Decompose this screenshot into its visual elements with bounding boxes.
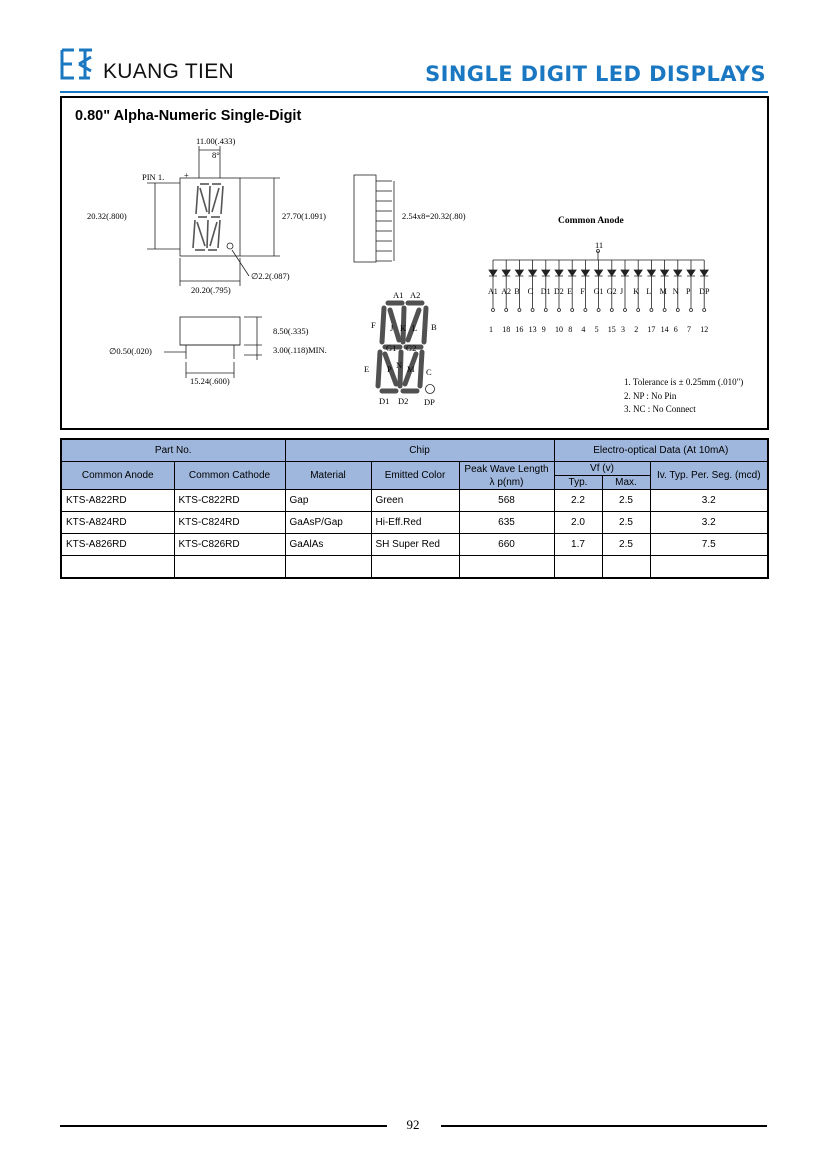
circuit-segment-label: F [580, 287, 585, 296]
circuit-segment-label: B [514, 287, 520, 296]
seg-g1: G1 [386, 343, 397, 353]
cell-empty [371, 556, 459, 579]
cell-peak: 660 [459, 534, 554, 556]
cell-material: Gap [285, 490, 371, 512]
seg-c: C [426, 367, 432, 377]
diode-icon [621, 270, 629, 276]
seg-b: B [431, 322, 437, 332]
circuit-segment-label: A1 [488, 287, 498, 296]
diode-icon [634, 270, 642, 276]
col-peak-wave-line1: Peak Wave Length [464, 463, 549, 475]
cell-max: 2.5 [602, 512, 650, 534]
dim-dot: ∅2.2(.087) [251, 271, 290, 281]
brand-name: KUANG TIEN [103, 60, 234, 83]
cell-color: Green [371, 490, 459, 512]
seg-j: J [390, 323, 394, 333]
cell-empty [602, 556, 650, 579]
circuit-title: Common Anode [558, 216, 624, 226]
circuit-pin-number: 13 [528, 325, 537, 334]
diode-icon [700, 270, 708, 276]
table-row [61, 512, 768, 534]
circuit-pin-number: 7 [687, 325, 691, 334]
circuit-segment-label: G1 [593, 287, 604, 296]
col-peak-wave-line2: λ p(nm) [489, 476, 524, 488]
diode-icon [687, 270, 695, 276]
table-row [61, 490, 768, 512]
col-emitted-color: Emitted Color [371, 462, 459, 490]
circuit-segment-label: D2 [554, 287, 564, 296]
note-tolerance: 1. Tolerance is ± 0.25mm (.010") [624, 377, 744, 387]
col-common-cathode: Common Cathode [174, 462, 285, 490]
diode-icon [581, 270, 589, 276]
circuit-pin-number: 16 [515, 325, 524, 334]
cell-peak: 635 [459, 512, 554, 534]
circuit-segment-label: E [567, 287, 573, 296]
diode-icon [555, 270, 563, 276]
cell-empty [61, 556, 174, 579]
col-vf-max: Max. [602, 476, 650, 490]
circuit-pin-number: 3 [621, 325, 625, 334]
cell-empty [650, 556, 768, 579]
circuit-pin-number: 1 [489, 325, 493, 334]
pin1-label: PIN 1. [142, 172, 165, 182]
col-material: Material [285, 462, 371, 490]
diode-icon [489, 270, 497, 276]
circuit-segment-label: C [527, 287, 533, 296]
circuit-segment-label: L [646, 287, 652, 296]
cell-anode: KTS-A822RD [61, 490, 174, 512]
seg-l: L [412, 323, 418, 333]
col-iv: Iv. Typ. Per. Seg. (mcd) [650, 462, 768, 490]
cell-empty [174, 556, 285, 579]
pin1-plus: + [184, 170, 189, 180]
cell-iv: 7.5 [650, 534, 768, 556]
seg-d2: D2 [398, 396, 409, 406]
circuit-pin-number: 4 [581, 325, 586, 334]
col-vf-typ: Typ. [554, 476, 602, 490]
circuit-pin-number: 6 [673, 325, 678, 334]
drawing-panel [60, 96, 769, 430]
circuit-pin-number: 14 [660, 325, 669, 334]
page-number: 92 [406, 1117, 420, 1132]
circuit-pin-number: 2 [634, 325, 639, 334]
cell-cathode: KTS-C824RD [174, 512, 285, 534]
drawing-notes [624, 376, 743, 417]
diode-icon [529, 270, 537, 276]
cell-empty [285, 556, 371, 579]
circuit-pin-number: 18 [502, 325, 511, 334]
seg-a2: A2 [410, 290, 421, 300]
cell-max: 2.5 [602, 490, 650, 512]
cell-iv: 3.2 [650, 512, 768, 534]
panel-title: 0.80" Alpha-Numeric Single-Digit [75, 108, 302, 124]
cell-iv: 3.2 [650, 490, 768, 512]
side-view-body [354, 175, 376, 262]
decimal-point [227, 243, 233, 249]
circuit-pin-number: 8 [568, 325, 573, 334]
diode-icon [661, 270, 669, 276]
dim-pitch: 2.54x8=20.32(.80) [402, 211, 466, 221]
cell-color: SH Super Red [371, 534, 459, 556]
cell-anode: KTS-A826RD [61, 534, 174, 556]
circuit-pin-number: 10 [555, 325, 563, 334]
circuit-segment-label: P [686, 287, 691, 296]
diode-icon [647, 270, 655, 276]
seg-k: K [400, 323, 407, 333]
dim-pin-length: 3.00(.118)MIN. [273, 345, 327, 355]
col-common-anode: Common Anode [61, 462, 174, 490]
circuit-segment-label: K [633, 287, 639, 296]
table-row-empty [61, 556, 768, 579]
seg-p: P [387, 364, 392, 374]
cell-empty [459, 556, 554, 579]
circuit-segment-label: M [659, 287, 667, 296]
diode-icon [542, 270, 550, 276]
common-anode-circuit [489, 250, 708, 312]
seg-a1: A1 [393, 290, 404, 300]
circuit-pin-number: 17 [647, 325, 656, 334]
header-electro-optical: Electro-optical Data (At 10mA) [554, 439, 768, 462]
dim-angle: 8° [212, 150, 220, 160]
circuit-pin-number: 15 [607, 325, 616, 334]
note-no-pin: 2. NP : No Pin [624, 390, 677, 401]
document-title: SINGLE DIGIT LED DISPLAYS [425, 62, 766, 86]
header-chip: Chip [285, 439, 554, 462]
circuit-segment-label: G2 [606, 287, 617, 296]
circuit-common-pin: 11 [595, 240, 604, 250]
diode-icon [502, 270, 510, 276]
segment-dp [426, 385, 435, 394]
diode-icon [608, 270, 616, 276]
seg-n: N [396, 360, 403, 370]
seg-dp: DP [424, 397, 435, 407]
diode-icon [595, 270, 603, 276]
bottom-view-body [180, 317, 240, 345]
note-no-connect: 3. NC : No Connect [624, 404, 696, 414]
dim-height-right: 27.70(1.091) [282, 211, 326, 221]
seg-m: M [407, 364, 415, 374]
circuit-segment-label: A2 [501, 287, 511, 296]
circuit-segment-label: D1 [540, 287, 551, 296]
cell-empty [554, 556, 602, 579]
col-vf: Vf (v) [554, 462, 650, 476]
dim-width-bottom: 20.20(.795) [191, 285, 231, 295]
table-row [61, 534, 768, 556]
cell-peak: 568 [459, 490, 554, 512]
seg-f: F [371, 320, 376, 330]
circuit-segment-label: J [620, 287, 624, 296]
dim-side-height: 8.50(.335) [273, 326, 309, 336]
header-rule [60, 91, 768, 93]
cell-typ: 2.0 [554, 512, 602, 534]
cell-typ: 2.2 [554, 490, 602, 512]
spec-table [60, 438, 769, 579]
cell-cathode: KTS-C822RD [174, 490, 285, 512]
seg-d1: D1 [379, 396, 390, 406]
diode-icon [674, 270, 682, 276]
seg-g2: G2 [406, 343, 417, 353]
dim-width-top: 11.00(.433) [196, 136, 236, 146]
diode-icon [515, 270, 523, 276]
header-part-no: Part No. [61, 439, 285, 462]
seg-e: E [364, 364, 370, 374]
cell-material: GaAlAs [285, 534, 371, 556]
diode-icon [568, 270, 576, 276]
dim-height-left: 20.32(.800) [87, 211, 127, 221]
circuit-pin-number: 5 [594, 325, 599, 334]
cell-cathode: KTS-C826RD [174, 534, 285, 556]
cell-typ: 1.7 [554, 534, 602, 556]
cell-max: 2.5 [602, 534, 650, 556]
cell-anode: KTS-A824RD [61, 512, 174, 534]
cell-color: Hi-Eff.Red [371, 512, 459, 534]
circuit-pin-number: 12 [700, 325, 709, 334]
circuit-pin-number: 9 [541, 325, 546, 334]
dim-pin-diameter: ∅0.50(.020) [109, 346, 152, 356]
circuit-segment-label: N [672, 287, 679, 296]
kuang-tien-logo-icon [60, 47, 94, 81]
col-peak-wave [459, 462, 554, 490]
dim-row-spacing: 15.24(.600) [190, 376, 230, 386]
cell-material: GaAsP/Gap [285, 512, 371, 534]
circuit-segment-label: DP [699, 287, 710, 296]
